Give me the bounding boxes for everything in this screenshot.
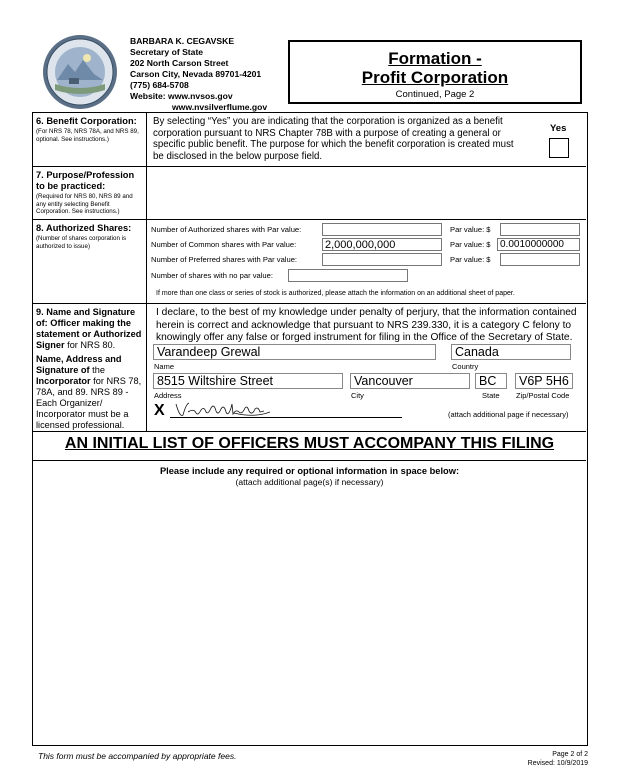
shares-note: If more than one class or series of stock is authorized, please attach the information on an additional sheet of paper.	[156, 290, 515, 297]
section-7-row	[33, 167, 586, 220]
section-6-heading: 6. Benefit Corporation:	[36, 116, 137, 126]
section-9-heading-a2: Officer making the statement or Authorized Signer	[36, 318, 142, 350]
state-input[interactable]: BC	[475, 373, 507, 389]
website: Website: www.nvsos.gov	[130, 91, 233, 101]
section-8-label	[33, 220, 147, 303]
street-address: 202 North Carson Street	[130, 58, 229, 68]
auth-par-label: Number of Authorized shares with Par value:	[151, 225, 302, 234]
handwritten-signature[interactable]	[174, 400, 274, 420]
attach-note: (attach additional page if necessary)	[448, 410, 569, 419]
country-input[interactable]: Canada	[451, 344, 571, 360]
fees-footer: This form must be accompanied by appropriate fees.	[38, 751, 237, 761]
section-9-heading-a3: for NRS 80.	[64, 340, 116, 350]
address-label: Address	[154, 391, 182, 400]
section-7-label	[33, 167, 147, 219]
country-label: Country	[452, 362, 479, 371]
purpose-field[interactable]	[148, 167, 586, 219]
revised-date: Revised: 10/9/2019	[527, 759, 588, 767]
section-9-label	[33, 304, 147, 431]
par-label-3: Par value: $	[450, 255, 491, 264]
no-par-label: Number of shares with no par value:	[151, 271, 273, 280]
nevada-state-seal	[42, 34, 118, 110]
official-name: BARBARA K. CEGAVSKE	[130, 36, 235, 46]
zip-input[interactable]: V6P 5H6	[515, 373, 573, 389]
common-shares-input[interactable]: 2,000,000,000	[322, 238, 442, 251]
page-info	[520, 751, 588, 768]
form-body	[32, 112, 588, 746]
additional-info-heading: Please include any required or optional information in space below:	[159, 466, 460, 476]
form-subtitle: Continued, Page 2	[395, 89, 475, 100]
preferred-par-value-input[interactable]	[500, 253, 580, 266]
address-input[interactable]: 8515 Wiltshire Street	[153, 373, 343, 389]
form-title-box	[288, 40, 582, 104]
section-7-heading: 7. Purpose/Profession to be practiced:	[36, 170, 135, 191]
auth-par-value-input[interactable]	[500, 223, 580, 236]
secretary-of-state-block	[130, 36, 267, 113]
form-title-line1: Formation -	[388, 49, 482, 68]
common-par-label: Number of Common shares with Par value:	[151, 240, 297, 249]
section-6-text: By selecting “Yes” you are indicating that the corporation is organized as a benefit corporation pursuant to NRS Chapter 78B with a purpose of creating a general or specific public benefit. The purpose for which the benefit corporation is created must be disclosed in the below purpose field.	[153, 116, 514, 162]
name-input[interactable]: Varandeep Grewal	[153, 344, 436, 360]
section-8-heading: 8. Authorized Shares:	[36, 223, 132, 233]
par-label-2: Par value: $	[450, 240, 491, 249]
section-6-row	[33, 113, 586, 167]
additional-info-sub: (attach additional page(s) if necessary)	[235, 477, 384, 487]
section-6-sub: (For NRS 78, NRS 78A, and NRS 89, optional. See instructions.)	[36, 128, 139, 143]
website-2: www.nvsilverflume.gov	[172, 102, 268, 112]
initial-list-banner: AN INITIAL LIST OF OFFICERS MUST ACCOMPANY THIS FILING	[33, 435, 586, 461]
auth-par-shares-input[interactable]	[322, 223, 442, 236]
signature-x-mark: X	[154, 402, 165, 419]
state-label: State	[482, 391, 500, 400]
zip-label: Zip/Postal Code	[516, 391, 570, 400]
yes-label: Yes	[550, 123, 567, 134]
phone: (775) 684-5708	[130, 80, 189, 90]
city-line: Carson City, Nevada 89701-4201	[130, 69, 262, 79]
page-number: Page 2 of 2	[552, 751, 588, 758]
section-9-heading-b3: Incorporator	[36, 376, 91, 386]
section-6-label	[33, 113, 147, 166]
section-9-heading-b2: the	[89, 365, 105, 375]
section-7-sub: (Required for NRS 80, NRS 89 and any entity selecting Benefit Corporation. See instructions.)	[36, 193, 133, 215]
declaration-text: I declare, to the best of my knowledge under penalty of perjury, that the information contained herein is correct and acknowledge that pursuant to NRS 239.330, it is a category C felony to knowingly offer any false or forged instrument for filing in the Office of the Secretary of State.	[156, 307, 577, 343]
common-par-value-input[interactable]: 0.0010000000	[497, 238, 580, 251]
section-8-row	[33, 220, 586, 304]
section-9-heading-a1: 9. Name and Signature of:	[36, 307, 136, 328]
section-9-heading-b4: for NRS 78, 78A, and 89. NRS 89 - Each Organizer/ Incorporator must be a licensed professional.	[36, 376, 142, 430]
name-label: Name	[154, 362, 175, 371]
no-par-shares-input[interactable]	[288, 269, 408, 282]
section-8-sub: (Number of shares corporation is authorized to issue)	[36, 235, 127, 250]
section-9-heading-b1: Name, Address and Signature of	[36, 354, 122, 375]
city-label: City	[351, 391, 364, 400]
additional-info-area[interactable]	[33, 491, 586, 741]
preferred-shares-input[interactable]	[322, 253, 442, 266]
official-title: Secretary of State	[130, 47, 204, 57]
preferred-par-label: Number of Preferred shares with Par value:	[151, 255, 298, 264]
section-9-row	[33, 304, 586, 432]
par-label-1: Par value: $	[450, 225, 491, 234]
city-input[interactable]: Vancouver	[350, 373, 470, 389]
benefit-yes-checkbox[interactable]	[549, 138, 569, 158]
form-title-line2: Profit Corporation	[361, 68, 509, 87]
